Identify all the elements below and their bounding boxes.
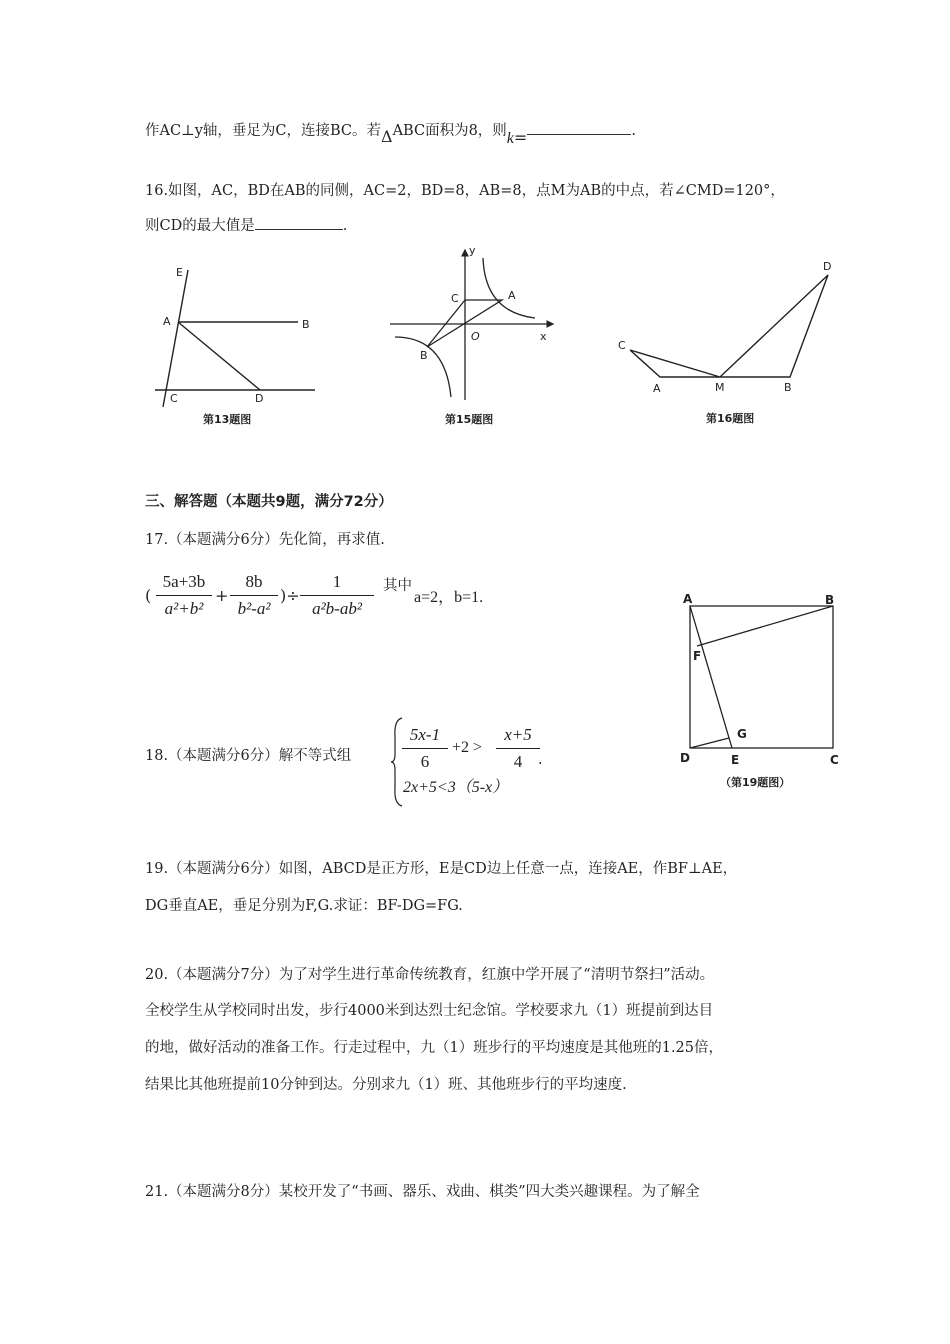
q16-line1: 16.如图，AC，BD在AB的同侧，AC=2，BD=8，AB=8，点M为AB的中点，若∠CMD=120°， xyxy=(145,183,785,199)
q17-frac3-numerator: 1 xyxy=(332,572,342,591)
fig15-label-y: y xyxy=(469,244,476,257)
q15-answer-blank[interactable] xyxy=(527,134,631,135)
q20-line3: 的地，做好活动的准备工作。行走过程中，九（1）班步行的平均速度是其他班的1.25倍， xyxy=(145,1040,724,1056)
q20-line4: 结果比其他班提前10分钟到达。分别求九（1）班、其他班步行的平均速度. xyxy=(145,1077,627,1093)
fig19-label-e: E xyxy=(731,753,740,767)
figure-19 xyxy=(675,588,855,798)
q18-ineq1-frac2-numerator: x+5 xyxy=(504,725,532,744)
fig15-hyperbola-lower xyxy=(395,337,451,397)
fig16-caption: 第16题图 xyxy=(706,412,755,425)
q18-intro: 18.（本题满分6分）解不等式组 xyxy=(145,748,352,764)
q16-answer-blank[interactable] xyxy=(255,229,343,230)
q15-end: . xyxy=(631,123,636,139)
q20-line2: 全校学生从学校同时出发，步行4000米到达烈士纪念馆。学校要求九（1）班提前到达目 xyxy=(145,1003,714,1019)
fig19-line-bf xyxy=(697,606,833,646)
q15-k: k xyxy=(506,130,514,147)
q17-frac2-denominator: b²-a² xyxy=(237,599,271,618)
fig19-caption: （第19题图） xyxy=(720,776,791,789)
q17-frac2-numerator: 8b xyxy=(245,572,263,591)
q15-text-b: ABC面积为8，则 xyxy=(392,123,507,139)
fig16-label-m: M xyxy=(715,381,725,394)
q17-condition: a=2，b=1. xyxy=(414,589,484,606)
figure-15 xyxy=(385,242,565,432)
fig16-label-c: C xyxy=(618,339,626,352)
fig16-polyline xyxy=(630,275,828,377)
q18-ineq1-fraction-2 xyxy=(496,724,540,773)
q16-line2-a: 则CD的最大值是 xyxy=(145,218,255,234)
q18-ineq1-end: . xyxy=(538,752,543,768)
fig13-label-a: A xyxy=(163,315,171,328)
fig19-line-ae xyxy=(690,606,732,748)
q17-close-div: )÷ xyxy=(280,586,300,605)
q19-line2: DG垂直AE，垂足分别为F,G.求证：BF-DG=FG. xyxy=(145,898,463,914)
q17-frac1-denominator: a²+b² xyxy=(164,599,204,618)
fig13-line-ec xyxy=(163,270,188,407)
q21-line1: 21.（本题满分8分）某校开发了“书画、器乐、戏曲、棋类”四大类兴趣课程。为了解全 xyxy=(145,1184,700,1200)
q17-where: 其中 xyxy=(383,578,412,594)
fig15-label-a: A xyxy=(508,289,516,302)
q18-ineq1-mid: +2 > xyxy=(452,739,483,756)
q16-line2 xyxy=(145,216,347,236)
q18-ineq1-frac1-numerator: 5x-1 xyxy=(409,725,441,744)
figure-16 xyxy=(610,255,845,432)
q18-ineq1-frac2-denominator: 4 xyxy=(513,752,523,771)
fig19-label-d: D xyxy=(680,751,690,765)
fig19-label-g: G xyxy=(737,727,747,741)
fig13-label-d: D xyxy=(255,392,264,405)
fig13-caption: 第13题图 xyxy=(203,413,252,426)
q16-line2-b: . xyxy=(342,218,348,234)
q18-ineq2: 2x+5<3（5-x） xyxy=(403,779,509,796)
q18-ineq1-frac1-denominator: 6 xyxy=(420,752,430,771)
section3-title: 三、解答题（本题共9题，满分72分） xyxy=(145,494,393,510)
fig13-label-b: B xyxy=(302,318,310,331)
q17-intro: 17.（本题满分6分）先化简，再求值. xyxy=(145,532,385,548)
q17-fraction-1 xyxy=(156,571,212,620)
q17-plus: + xyxy=(215,586,229,605)
q20-line1: 20.（本题满分7分）为了对学生进行革命传统教育，红旗中学开展了“清明节祭扫”活动。 xyxy=(145,967,715,983)
fig13-line-ad xyxy=(178,322,260,390)
fig19-label-b: B xyxy=(825,593,835,607)
fig16-label-a: A xyxy=(653,382,661,395)
q19-line1: 19.（本题满分6分）如图，ABCD是正方形，E是CD边上任意一点，连接AE，作BF⊥AE， xyxy=(145,861,738,877)
fig19-label-f: F xyxy=(693,649,702,663)
fig15-label-c: C xyxy=(451,292,459,305)
fig15-label-b: B xyxy=(420,349,428,362)
fig15-label-x: x xyxy=(540,330,547,343)
fig19-label-c: C xyxy=(830,753,839,767)
q15-eq: = xyxy=(513,128,528,147)
q18-ineq1-fraction-1 xyxy=(402,724,448,773)
fig13-label-e: E xyxy=(176,266,183,279)
q15-tail-line xyxy=(145,120,636,147)
fig15-hyperbola-upper xyxy=(483,258,535,318)
q15-text-a: 作AC⊥y轴，垂足为C，连接BC。若 xyxy=(145,123,382,139)
fig15-label-o: O xyxy=(471,330,480,343)
q15-delta: Δ xyxy=(381,127,393,146)
figure-13 xyxy=(150,262,325,432)
q17-frac1-numerator: 5a+3b xyxy=(162,572,206,591)
q17-fraction-3 xyxy=(300,571,374,620)
q17-frac3-denominator: a²b-ab² xyxy=(312,599,362,618)
fig16-label-b: B xyxy=(784,381,792,394)
q17-fraction-2 xyxy=(230,571,278,620)
q17-open-paren: ( xyxy=(145,586,152,605)
fig19-label-a: A xyxy=(683,592,693,606)
fig13-label-c: C xyxy=(170,392,178,405)
fig19-line-dg xyxy=(690,738,729,748)
fig16-label-d: D xyxy=(823,260,832,273)
fig15-caption: 第15题图 xyxy=(445,413,494,426)
